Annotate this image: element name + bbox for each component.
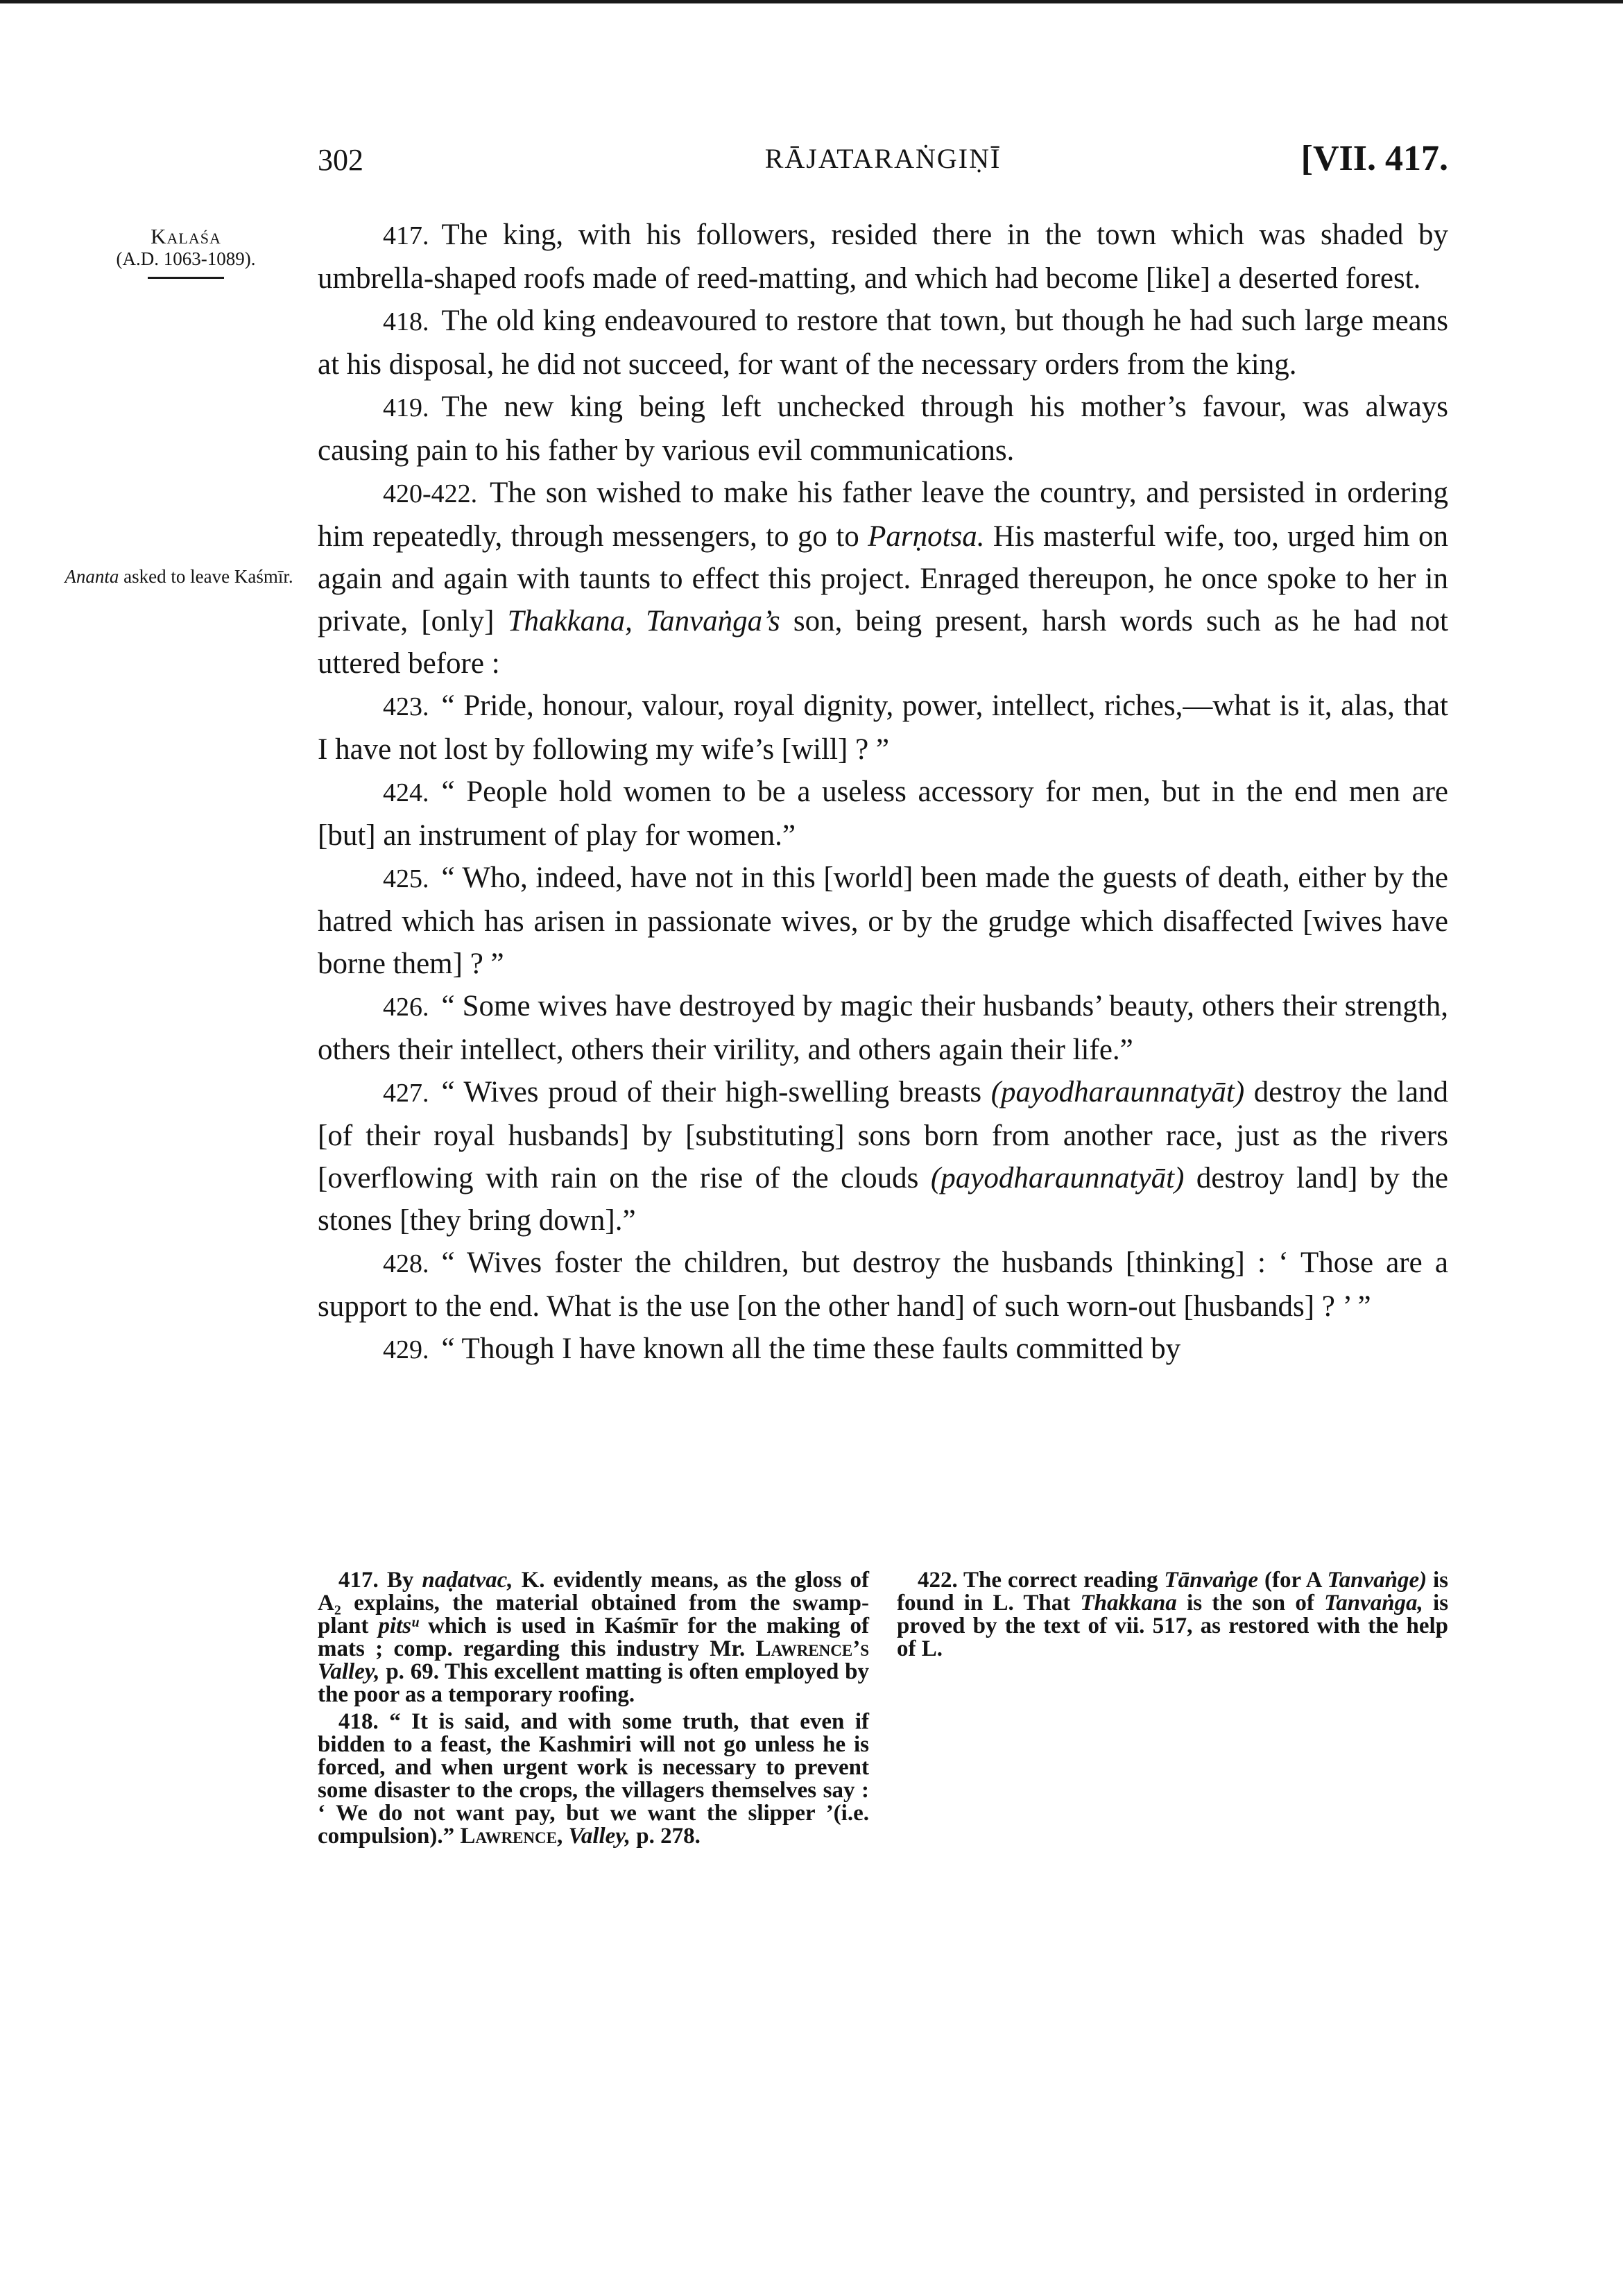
paragraph-419 — [318, 386, 1448, 472]
footnote-422: 422. The correct reading Tānvaṅge (for A Tanvaṅge) is found in L. That Thakkana is the son of Tanvaṅga, is proved by the text of vii. 517, as restored with the help of L. — [897, 1568, 1449, 1661]
person-name: Thakkana, Tanvaṅga’s — [507, 605, 780, 637]
margin-note-reign — [68, 225, 304, 279]
footnote-column-right — [897, 1569, 1448, 1852]
verse-number: 425. — [383, 864, 429, 893]
verse-text: “ Though I have known all the time these faults committed by — [441, 1333, 1181, 1365]
verse-text: The son wished to make his father leave the country, and persisted in ordering him repeatedly, through messengers, to go to — [318, 477, 1448, 553]
verse-text: “ Wives proud of their high-swelling breasts — [441, 1076, 982, 1108]
paragraph-427 — [318, 1071, 1448, 1242]
paragraph-428 — [318, 1242, 1448, 1328]
verse-number: 424. — [383, 778, 429, 807]
verse-text: destroy the land [of their royal husbands] by [substituting] sons born from another race, just as the rivers [overflowing with rain on the rise of the clouds — [318, 1076, 1449, 1194]
verse-number: 428. — [383, 1249, 429, 1278]
paragraph-426 — [318, 985, 1448, 1071]
verse-text: The old king endeavoured to restore that town, but though he had such large means at his disposal, he did not succeed, for want of the necessary orders from the king. — [318, 305, 1448, 381]
verse-text: “ Who, indeed, have not in this [world] been made the guests of death, either by the hatred which has arisen in passionate wives, or by the grudge which disaffected [wives have borne them] ? ” — [318, 862, 1448, 980]
main-text — [318, 214, 1448, 1371]
paragraph-423 — [318, 685, 1448, 771]
verse-text: His masterful wife, too, urged him on again and again with taunts to effect this project. Enraged thereupon, he once spoke to her in private, [only] — [318, 520, 1448, 637]
footnotes — [318, 1569, 1448, 1852]
running-title: RĀJATARAṄGIṆĪ — [764, 143, 1002, 174]
verse-number: 420-422. — [383, 479, 478, 508]
verse-number: 418. — [383, 307, 429, 336]
reign-dates: (A.D. 1063-1089). — [116, 248, 256, 269]
verse-text: “ Wives foster the children, but destroy the husbands [thinking] : ‘ Those are a support to the end. What is the use [on the other hand] of such worn-out [husbands] ? ’ ” — [318, 1246, 1448, 1323]
topic-text: asked to leave Kaśmīr. — [123, 566, 293, 587]
margin-note-topic — [54, 565, 304, 588]
top-border — [0, 0, 1623, 3]
verse-text: “ Pride, honour, valour, royal dignity, power, intellect, riches,—what is it, alas, that I have not lost by following my wife’s [will] ? ” — [318, 689, 1448, 766]
verse-number: 429. — [383, 1335, 429, 1364]
margin-rule — [148, 277, 224, 279]
paragraph-424 — [318, 771, 1448, 857]
footnote-column-left — [318, 1569, 869, 1852]
paragraph-429 — [318, 1328, 1448, 1371]
sanskrit-term: (payodharaunnatyāt) — [930, 1162, 1185, 1194]
paragraph-425 — [318, 857, 1448, 985]
verse-number: 426. — [383, 993, 429, 1022]
verse-text: The king, with his followers, resided there in the town which was shaded by umbrella-shaped roofs made of reed-matting, and which had become [like] a deserted forest. — [318, 219, 1448, 295]
verse-text: “ People hold women to be a useless accessory for men, but in the end men are [but] an instrument of play for women.” — [318, 776, 1448, 852]
page-number: 302 — [318, 143, 363, 177]
paragraph-420-422 — [318, 472, 1448, 685]
verse-number: 423. — [383, 692, 429, 721]
footnote-417: 417. By naḍatvac, K. evidently means, as the gloss of A₂ explains, the material obtained from the swamp-plant pitsᵘ which is used in Kaśmīr for the making of mats ; comp. regarding this industry Mr. Lawrence’s Valley, p. 69. This excellent matting is often employed by the poor as a temporary roofing. — [318, 1568, 870, 1707]
footnote-418: 418. “ It is said, and with some truth, that even if bidden to a feast, the Kashmiri will not go unless he is forced, and when urgent work is necessary to prevent some disaster to the crops, the villagers themselves say : ‘ We do not want pay, but we want the slipper ’(i.e. compulsion).” Lawrence, Valley, p. 278. — [318, 1709, 870, 1849]
place-name: Parṇotsa. — [868, 520, 985, 553]
verse-number: 427. — [383, 1079, 429, 1108]
reign-name: Kalaśa — [151, 224, 221, 248]
verse-number: 417. — [383, 221, 429, 250]
section-reference: [VII. 417. — [1300, 139, 1448, 178]
paragraph-417 — [318, 214, 1448, 300]
verse-text: destroy land] by the stones [they bring down].” — [318, 1162, 1449, 1237]
verse-text: son, being present, harsh words such as he had not uttered before : — [318, 605, 1448, 680]
page-header — [318, 139, 1448, 184]
verse-number: 419. — [383, 393, 429, 422]
verse-text: “ Some wives have destroyed by magic their husbands’ beauty, others their strength, others their intellect, others their virility, and others again their life.” — [318, 990, 1448, 1066]
topic-name: Ananta — [65, 566, 119, 587]
verse-text: The new king being left unchecked through his mother’s favour, was always causing pain to his father by various evil communications. — [318, 391, 1448, 467]
sanskrit-term: (payodharaunnatyāt) — [990, 1076, 1245, 1108]
paragraph-418 — [318, 300, 1448, 386]
